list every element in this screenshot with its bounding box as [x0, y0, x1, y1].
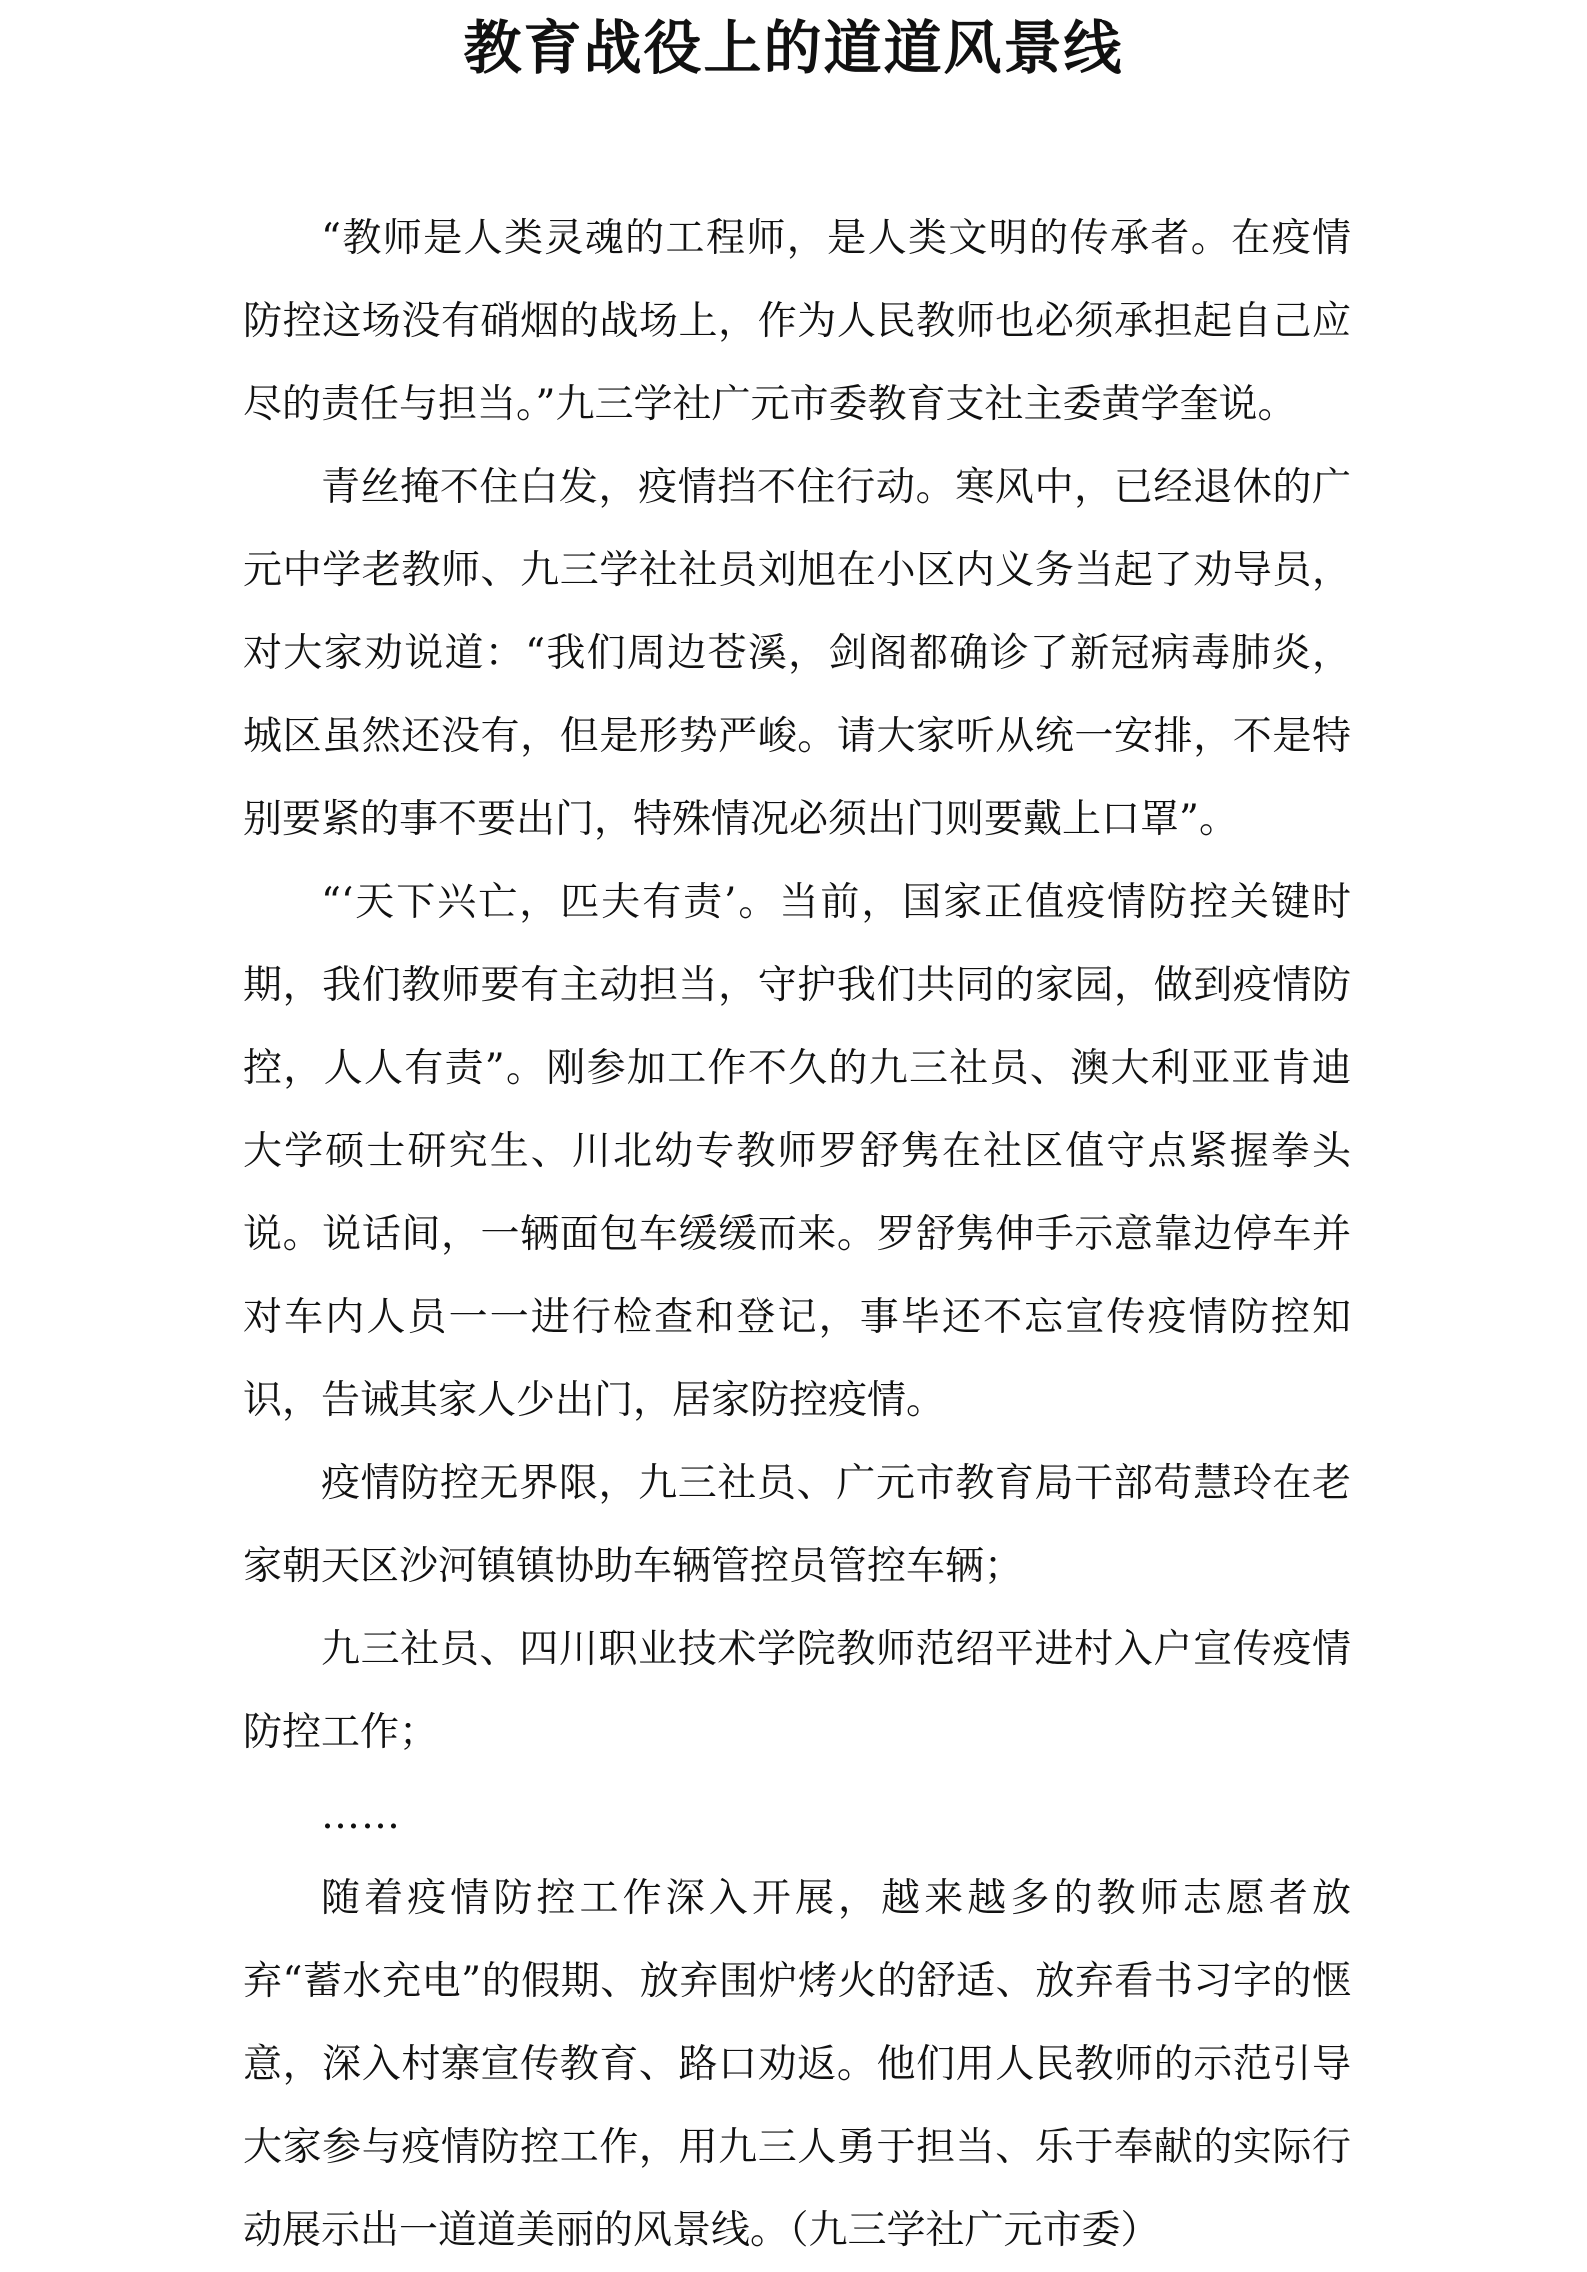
paragraph-1: “教师是人类灵魂的工程师，是人类文明的传承者。在疫情防控这场没有硝烟的战场上，作为人民教师也必须承担起自己应尽的责任与担当。”九三学社广元市委教育支社主委黄学奎说。	[243, 216, 1351, 427]
paragraph-7: 随着疫情防控工作深入开展，越来越多的教师志愿者放弃“蓄水充电”的假期、放弃围炉烤火的舒适、放弃看书习字的惬意，深入村寨宣传教育、路口劝返。他们用人民教师的示范引导大家参与疫情防控工作，用九三人勇于担当、乐于奉献的实际行动展示出一道道美丽的风景线。（九三学社广元市委）	[243, 1876, 1351, 2253]
paragraph-2: 青丝掩不住白发，疫情挡不住行动。寒风中，已经退休的广元中学老教师、九三学社社员刘旭在小区内义务当起了劝导员，对大家劝说道：“我们周边苍溪，剑阁都确诊了新冠病毒肺炎，城区虽然还没有，但是形势严峻。请大家听从统一安排，不是特别要紧的事不要出门，特殊情况必须出门则要戴上口罩”。	[243, 465, 1351, 842]
document-title: 教育战役上的道道风景线	[463, 14, 1124, 82]
paragraph-5: 九三社员、四川职业技术学院教师范绍平进村入户宣传疫情防控工作；	[243, 1627, 1351, 1755]
document-body	[243, 197, 1351, 2272]
paragraph-ellipsis: ……	[321, 1793, 401, 1838]
paragraph-4: 疫情防控无界限，九三社员、广元市教育局干部苟慧玲在老家朝天区沙河镇镇协助车辆管控员管控车辆；	[243, 1461, 1351, 1589]
paragraph-3: “‘天下兴亡，匹夫有责’。当前，国家正值疫情防控关键时期，我们教师要有主动担当，守护我们共同的家园，做到疫情防控，人人有责”。刚参加工作不久的九三社员、澳大利亚亚肯迪大学硕士研究生、川北幼专教师罗舒隽在社区值守点紧握拳头说。说话间，一辆面包车缓缓而来。罗舒隽伸手示意靠边停车并对车内人员一一进行检查和登记，事毕还不忘宣传疫情防控知识，告诫其家人少出门，居家防控疫情。	[243, 880, 1351, 1423]
